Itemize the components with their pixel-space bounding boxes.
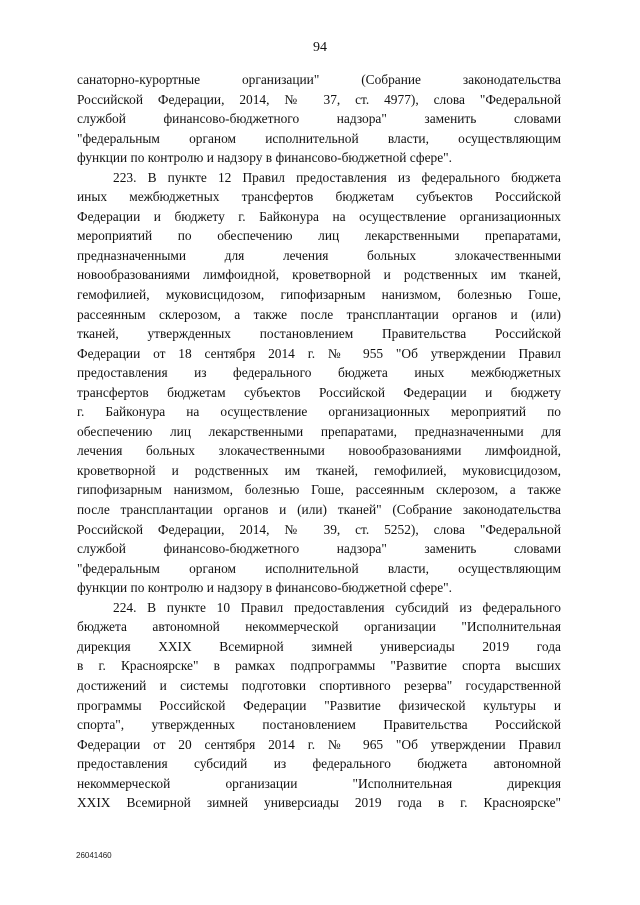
paragraph-item-224 bbox=[77, 598, 561, 813]
text-line: функции по контролю и надзору в финансово-бюджетной сфере". bbox=[77, 580, 452, 596]
text-line: Федерации и бюджету г. Байконура на осуществление организационных bbox=[77, 208, 561, 224]
text-line: "федеральным органом исполнительной власти, осуществляющим bbox=[77, 130, 561, 146]
text-line: функции по контролю и надзору в финансово-бюджетной сфере". bbox=[77, 150, 452, 166]
text-line: 224. В пункте 10 Правил предоставления субсидий из федерального bbox=[113, 599, 561, 615]
text-line: Российской Федерации, 2014, № 37, ст. 4977), слова "Федеральной bbox=[77, 91, 561, 107]
text-line: кроветворной и родственных им тканей, гемофилией, муковисцидозом, bbox=[77, 462, 561, 478]
text-line: предоставления субсидий из федерального бюджета автономной bbox=[77, 756, 561, 772]
paragraph-item-223 bbox=[77, 168, 561, 598]
text-line: тканей, утвержденных постановлением Правительства Российской bbox=[77, 326, 561, 342]
text-line: 223. В пункте 12 Правил предоставления из федерального бюджета bbox=[113, 169, 561, 185]
text-line: предоставления из федерального бюджета иных межбюджетных bbox=[77, 365, 561, 381]
text-line: предназначенными для лечения больных злокачественными bbox=[77, 247, 561, 263]
paragraph-continuation bbox=[77, 70, 561, 168]
document-body bbox=[77, 70, 561, 813]
text-line: программы Российской Федерации "Развитие физической культуры и bbox=[77, 697, 561, 713]
text-line: XXIX Всемирной зимней универсиады 2019 года в г. Красноярске" bbox=[77, 795, 561, 811]
text-line: обеспечению лиц лекарственными препаратами, предназначенными для bbox=[77, 423, 561, 439]
text-line: мероприятий по обеспечению лиц лекарственными препаратами, bbox=[77, 228, 561, 244]
text-line: после трансплантации органов и (или) тканей" (Собрание законодательства bbox=[77, 502, 561, 518]
text-line: лечения больных злокачественными новообразованиями лимфоидной, bbox=[77, 443, 561, 459]
text-line: санаторно-курортные организации" (Собрание законодательства bbox=[77, 72, 561, 87]
text-line: дирекция XXIX Всемирной зимней универсиады 2019 года bbox=[77, 638, 561, 654]
text-line: гемофилией, муковисцидозом, гипофизарным нанизмом, болезнью Гоше, bbox=[77, 287, 561, 303]
text-line: гипофизарным нанизмом, болезнью Гоше, рассеянным склерозом, а также bbox=[77, 482, 561, 498]
text-line: достижений и системы подготовки спортивного резерва" государственной bbox=[77, 677, 561, 693]
text-line: трансфертов бюджетам субъектов Российской Федерации и бюджету bbox=[77, 384, 561, 400]
text-line: некоммерческой организации "Исполнительная дирекция bbox=[77, 775, 561, 791]
text-line: иных межбюджетных трансфертов бюджетам субъектов Российской bbox=[77, 189, 561, 205]
text-line: бюджета автономной некоммерческой организации "Исполнительная bbox=[77, 619, 561, 635]
text-line: новообразованиями лимфоидной, кроветворной и родственных им тканей, bbox=[77, 267, 561, 283]
page-number: 94 bbox=[313, 40, 327, 55]
text-line: спорта", утвержденных постановлением Правительства Российской bbox=[77, 717, 561, 733]
text-line: "федеральным органом исполнительной власти, осуществляющим bbox=[77, 560, 561, 576]
text-line: рассеянным склерозом, а также после трансплантации органов и (или) bbox=[77, 306, 561, 322]
text-line: Федерации от 20 сентября 2014 г. № 965 "Об утверждении Правил bbox=[77, 736, 561, 752]
text-line: Российской Федерации, 2014, № 39, ст. 5252), слова "Федеральной bbox=[77, 521, 561, 537]
text-line: службой финансово-бюджетного надзора" заменить словами bbox=[77, 111, 561, 127]
text-line: службой финансово-бюджетного надзора" заменить словами bbox=[77, 541, 561, 557]
text-line: г. Байконура на осуществление организационных мероприятий по bbox=[77, 404, 561, 420]
text-line: Федерации от 18 сентября 2014 г. № 955 "Об утверждении Правил bbox=[77, 345, 561, 361]
document-code: 26041460 bbox=[76, 851, 112, 860]
text-line: в г. Красноярске" в рамках подпрограммы "Развитие спорта высших bbox=[77, 658, 561, 674]
